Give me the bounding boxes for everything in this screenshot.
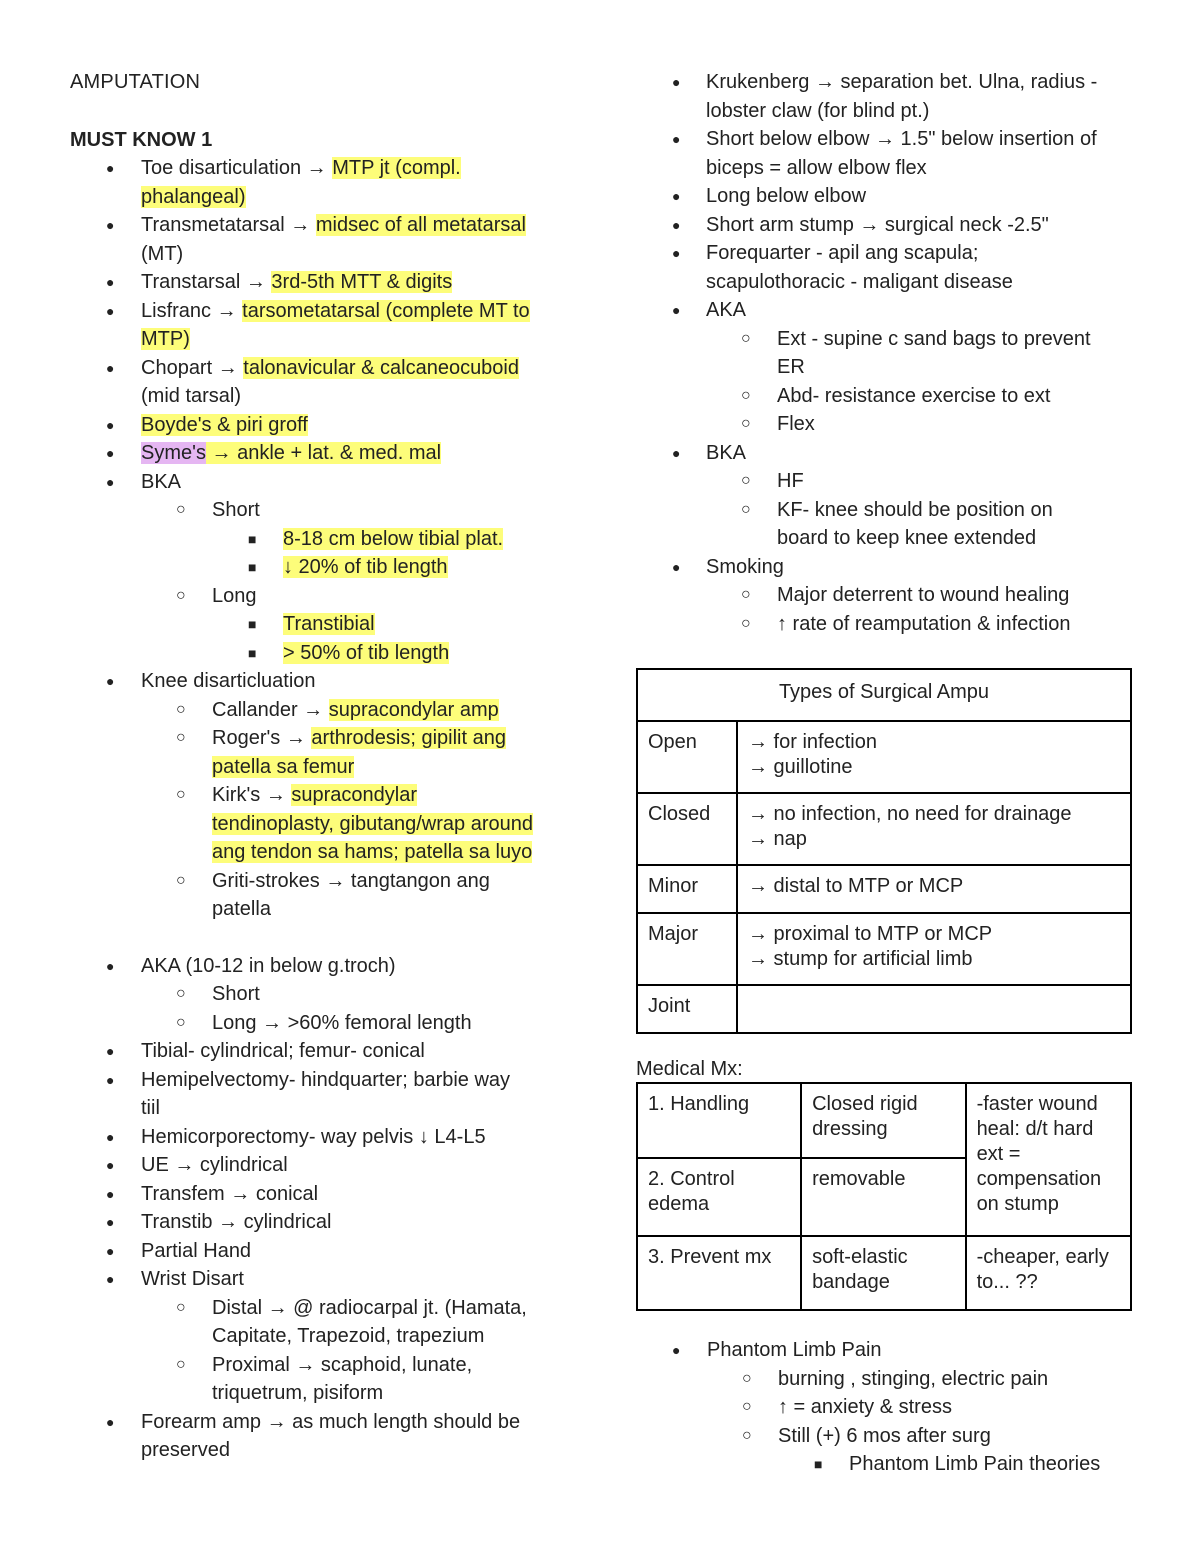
highlight: → [205, 442, 238, 464]
circle-bullet-icon: ○ [742, 1426, 752, 1444]
highlight: 3rd-5th MTT & digits [271, 271, 453, 293]
table-cell: -cheaper, early to... ?? [966, 1236, 1131, 1310]
phantom-list [636, 1336, 1136, 1479]
bullet-icon: ● [106, 416, 115, 433]
highlight: (complete MT to [380, 299, 530, 322]
bullet-icon: ● [106, 1185, 115, 1202]
medical-mx-label: Medical Mx: [636, 1058, 743, 1080]
bullet-icon: ● [672, 302, 681, 318]
highlight: supracondylar amp [328, 698, 499, 721]
list-item [70, 411, 580, 440]
list-item: ○ KF- knee should be position on board to keep knee extended [706, 496, 1136, 553]
list-item: ● Smoking ○ Major deterrent to wound healing ○ ↑ rate of reamputation & infection [636, 553, 1136, 639]
phantom-limb-section [636, 1336, 1136, 1479]
list-item: ○ ↑ rate of reamputation & infection [706, 610, 1136, 639]
table-cell: Open [637, 721, 737, 793]
list-item [70, 439, 580, 468]
list-item: ○ Long → >60% femoral length [141, 1009, 580, 1038]
sublist [706, 467, 1136, 553]
table-cell: Joint [637, 985, 737, 1033]
table-row [637, 1236, 1131, 1310]
table-row [637, 985, 1131, 1033]
right-column [636, 68, 1136, 638]
sublist [141, 496, 580, 667]
list-item: ○ Flex [706, 410, 1136, 439]
bullet-icon: ● [106, 1128, 115, 1145]
circle-bullet-icon: ○ [741, 386, 751, 404]
square-bullet-icon: ■ [248, 559, 257, 575]
bullet-icon: ● [106, 1214, 115, 1230]
sublist [706, 581, 1136, 638]
table-cell: Closed [637, 793, 737, 865]
table-cell: → proximal to MTP or MCP → stump for artificial limb [737, 913, 1131, 985]
table-cell: → distal to MTP or MCP [737, 865, 1131, 913]
circle-bullet-icon: ○ [176, 871, 186, 889]
table-row [637, 913, 1131, 985]
list-item: ● Forearm amp → as much length should be preserved [70, 1408, 580, 1465]
square-bullet-icon: ■ [248, 530, 257, 547]
list-item: ○ Still (+) 6 mos after surg ■ Phantom Limb Pain theories [707, 1422, 1136, 1479]
list-item: ○ Long ■ Transtibial ■ > 50% of tib length [141, 582, 580, 668]
highlight: Transtibial [283, 613, 375, 635]
highlight: ang tendon sa hams; patella sa luyo [212, 841, 533, 863]
must-know-list-continued [70, 952, 580, 1465]
square-bullet-icon: ■ [248, 616, 257, 632]
circle-bullet-icon: ○ [741, 500, 751, 518]
page-title: AMPUTATION [70, 71, 201, 93]
bullet-icon: ● [672, 216, 681, 233]
bullet-icon: ● [106, 160, 115, 176]
table-header: Types of Surgical Ampu [637, 669, 1131, 721]
highlight: > 50% of tib length [283, 641, 450, 664]
circle-bullet-icon: ○ [741, 586, 751, 603]
table-cell: 1. Handling [637, 1083, 801, 1158]
list-item: ○ Short ■ 8-18 cm below tibial plat. ■ ↓ 20% of tib length [141, 496, 580, 582]
list-item: ● Chopart → talonavicular & calcaneocuboid (mid tarsal) [70, 354, 580, 411]
circle-bullet-icon: ○ [176, 729, 186, 746]
circle-bullet-icon: ○ [741, 614, 751, 632]
medical-mx-table [636, 1082, 1132, 1311]
bullet-icon: ● [106, 445, 115, 461]
list-item: ● UE → cylindrical [70, 1151, 580, 1180]
list-item: ○ Distal → @ radiocarpal jt. (Hamata, Capitate, Trapezoid, trapezium [141, 1294, 580, 1351]
table-cell: Closed rigid dressing [801, 1083, 966, 1158]
list-item: ○ Roger's → arthrodesis; gipilit ang patella sa femur [141, 724, 580, 781]
table-cell [737, 985, 1131, 1033]
highlight: talonavicular & calcaneocuboid [243, 356, 519, 379]
table-cell: → no infection, no need for drainage → nap [737, 793, 1131, 865]
bullet-icon: ● [106, 1242, 115, 1259]
list-item: ○ Major deterrent to wound healing [706, 581, 1136, 610]
bullet-icon: ● [106, 1071, 115, 1088]
sublist [141, 1294, 580, 1408]
circle-bullet-icon: ○ [176, 586, 186, 604]
table-cell: 3. Prevent mx [637, 1236, 801, 1310]
highlight: MTP jt (compl. [332, 157, 461, 179]
list-item: ● Transtib → cylindrical [70, 1208, 580, 1237]
highlight: supracondylar [291, 784, 417, 806]
list-item: ● Partial Hand [70, 1237, 580, 1266]
bullet-icon: ● [106, 274, 115, 290]
bullet-icon: ● [106, 1271, 115, 1287]
list-item: ○ Short [141, 980, 580, 1009]
sublist [706, 325, 1136, 439]
highlight: patella sa femur [212, 755, 355, 778]
circle-bullet-icon: ○ [742, 1398, 752, 1415]
list-item: ● Krukenberg → separation bet. Ulna, radius - lobster claw (for blind pt.) [636, 68, 1136, 125]
list-item: ■ Phantom Limb Pain theories [778, 1450, 1136, 1479]
table-cell: removable [801, 1158, 966, 1236]
list-item: ○ HF [706, 467, 1136, 496]
highlight: tendinoplasty, gibutang/wrap around [212, 812, 533, 835]
table-cell: -faster wound heal: d/t hard ext = compensation on stump [966, 1083, 1131, 1236]
list-item: ● Short below elbow → 1.5" below insertion of biceps = allow elbow flex [636, 125, 1136, 182]
list-item: ● BKA ○ Short ■ 8-18 cm below tibial plat. ■ ↓ 20% of tib length ○ Long ■ Transtibial ■ > 50% of tib length [70, 468, 580, 668]
bullet-icon: ● [672, 444, 681, 461]
must-know-list [70, 154, 580, 924]
highlight: 8-18 cm below tibial plat. [283, 527, 504, 550]
list-item: ● Hemipelvectomy- hindquarter; barbie way tiil [70, 1066, 580, 1123]
list-item: ● Phantom Limb Pain ○ burning , stinging, electric pain ○ ↑ = anxiety & stress ○ Still (+) 6 mos after surg ■ Phantom Limb Pain theories [636, 1336, 1136, 1479]
list-item: ● Toe disarticulation → MTP jt (compl. phalangeal) [70, 154, 580, 211]
surgical-amputation-table [636, 668, 1132, 1034]
list-item: ● AKA (10-12 in below g.troch) ○ Short ○ Long → >60% femoral length [70, 952, 580, 1038]
highlight: arthrodesis; gipilit ang [311, 727, 506, 749]
sublist [141, 980, 580, 1037]
bullet-icon: ● [106, 302, 115, 319]
list-item [212, 639, 580, 668]
list-item: ● Forequarter - apil ang scapula; scapulothoracic - maligant disease [636, 239, 1136, 296]
circle-bullet-icon: ○ [742, 1369, 752, 1387]
sublist [212, 610, 580, 667]
circle-bullet-icon: ○ [176, 985, 186, 1002]
list-item: ● BKA ○ HF ○ KF- knee should be position on board to keep knee extended [636, 439, 1136, 553]
highlight: Boyde's & piri groff [141, 413, 308, 436]
bullet-icon: ● [106, 1413, 115, 1430]
table-header-row [637, 669, 1131, 721]
bullet-icon: ● [672, 245, 681, 261]
circle-bullet-icon: ○ [176, 1298, 186, 1316]
bullet-icon: ● [672, 131, 681, 147]
list-item [212, 553, 580, 582]
table-row [637, 721, 1131, 793]
highlight: phalangeal) [141, 185, 246, 208]
square-bullet-icon: ■ [248, 644, 257, 661]
table-row [637, 1083, 1131, 1158]
list-item: ○ Callander → supracondylar amp [141, 696, 580, 725]
highlight-purple: Syme's [141, 442, 206, 464]
list-item: ● Transmetatarsal → midsec of all metatarsal (MT) [70, 211, 580, 268]
table-row [637, 865, 1131, 913]
spacer [70, 924, 580, 952]
table-cell: → for infection → guillotine [737, 721, 1131, 793]
square-bullet-icon: ■ [814, 1456, 823, 1472]
bullet-icon: ● [672, 188, 681, 204]
list-item: ● AKA ○ Ext - supine c sand bags to prevent ER ○ Abd- resistance exercise to ext ○ Flex [636, 296, 1136, 439]
table-cell: soft-elastic bandage [801, 1236, 966, 1310]
list-item: ○ Griti-strokes → tangtangon ang patella [141, 867, 580, 924]
highlight: ankle + lat. & med. mal [237, 442, 442, 464]
list-item: ○ burning , stinging, electric pain [707, 1365, 1136, 1394]
bullet-icon: ● [106, 359, 115, 376]
sublist [707, 1365, 1136, 1479]
list-item: ○ Proximal → scaphoid, lunate, triquetrum, pisiform [141, 1351, 580, 1408]
bullet-icon: ● [106, 473, 115, 490]
upper-extremity-list [636, 68, 1136, 638]
highlight: ↓ 20% of tib length [283, 556, 448, 578]
bullet-icon: ● [672, 1342, 681, 1358]
sublist [778, 1450, 1136, 1479]
bullet-icon: ● [672, 74, 681, 90]
list-item: ● Transtarsal → 3rd-5th MTT & digits [70, 268, 580, 297]
list-item: ○ Ext - supine c sand bags to prevent ER [706, 325, 1136, 382]
highlight: tarsometatarsal [242, 299, 380, 322]
bullet-icon: ● [672, 558, 681, 575]
left-column [70, 68, 580, 1465]
table-cell: Minor [637, 865, 737, 913]
circle-bullet-icon: ○ [176, 1355, 186, 1373]
circle-bullet-icon: ○ [741, 415, 751, 432]
highlight: MTP) [141, 328, 190, 350]
list-item: ● Lisfranc → tarsometatarsal (complete MT to MTP) [70, 297, 580, 354]
list-item [212, 525, 580, 554]
list-item: ● Knee disarticluation ○ Callander → supracondylar amp ○ Roger's → arthrodesis; gipilit ang patella sa femur ○ Kirk's → supracondylar tendinoplasty, gibutang/wrap around ang tendon sa hams; patella sa luyo ○ Griti-strokes → tangtangon ang patella [70, 667, 580, 924]
sublist [141, 696, 580, 924]
sublist [212, 525, 580, 582]
bullet-icon: ● [106, 217, 115, 233]
list-item: ○ Abd- resistance exercise to ext [706, 382, 1136, 411]
list-item: ● Tibial- cylindrical; femur- conical [70, 1037, 580, 1066]
list-item: ● Hemicorporectomy- way pelvis ↓ L4-L5 [70, 1123, 580, 1152]
list-item: ○ ↑ = anxiety & stress [707, 1393, 1136, 1422]
bullet-icon: ● [106, 957, 115, 974]
circle-bullet-icon: ○ [176, 700, 186, 718]
table-cell: Major [637, 913, 737, 985]
circle-bullet-icon: ○ [741, 472, 751, 489]
list-item: ● Long below elbow [636, 182, 1136, 211]
list-item: ● Transfem → conical [70, 1180, 580, 1209]
circle-bullet-icon: ○ [741, 329, 751, 347]
list-item: ● Short arm stump → surgical neck -2.5" [636, 211, 1136, 240]
circle-bullet-icon: ○ [176, 1013, 186, 1031]
section-heading: MUST KNOW 1 [70, 129, 213, 151]
circle-bullet-icon: ○ [176, 501, 186, 518]
circle-bullet-icon: ○ [176, 786, 186, 803]
list-item [212, 610, 580, 639]
bullet-icon: ● [106, 1157, 115, 1173]
bullet-icon: ● [106, 1043, 115, 1059]
bullet-icon: ● [106, 673, 115, 689]
table-row [637, 793, 1131, 865]
highlight: midsec of all metatarsal [315, 214, 526, 236]
list-item: ○ Kirk's → supracondylar tendinoplasty, gibutang/wrap around ang tendon sa hams; patella sa luyo [141, 781, 580, 867]
table-cell: 2. Control edema [637, 1158, 801, 1236]
list-item: ● Wrist Disart ○ Distal → @ radiocarpal jt. (Hamata, Capitate, Trapezoid, trapezium ○ Proximal → scaphoid, lunate, triquetrum, pisiform [70, 1265, 580, 1408]
